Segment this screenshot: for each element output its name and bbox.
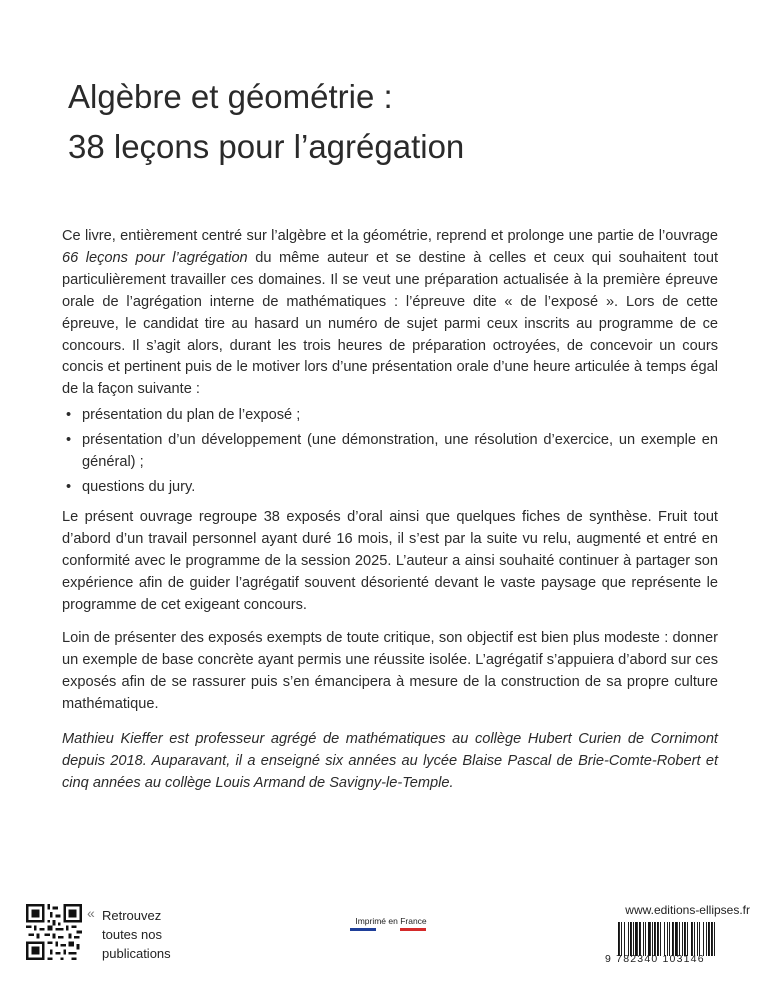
book-title — [68, 72, 748, 172]
list-item-text: questions du jury. — [82, 478, 196, 495]
qr-pointer-icon: « — [87, 905, 95, 921]
referenced-book-title: 66 leçons pour l’agrégation — [62, 249, 248, 266]
qr-caption-line: publications — [102, 946, 171, 961]
list-item-text: présentation d’un développement (une démonstration, une résolution d’exercice, un exemple en général) ; — [82, 432, 718, 471]
title-line-1: Algèbre et géométrie : — [68, 78, 393, 115]
flag-blue-bar — [350, 928, 376, 931]
list-item-text: présentation du plan de l’exposé ; — [82, 407, 301, 424]
paragraph-3: Loin de présenter des exposés exempts de toute critique, son objectif est bien plus modeste : donner un exemple de base concrète ayant permis une réussite isolée. L’agrégatif s’appuiera d’abord sur ces exposés afin de se rassurer puis s’en émancipera à mesure de la construction de sa propre culture mathématique. — [62, 630, 718, 713]
bullet-icon: • — [66, 478, 72, 495]
list-item — [62, 430, 718, 474]
publisher-website[interactable]: www.editions-ellipses.fr — [625, 903, 750, 917]
list-item — [62, 477, 718, 499]
intro-paragraph — [62, 226, 718, 401]
barcode-icon — [618, 922, 746, 956]
bullet-icon: • — [66, 407, 72, 424]
list-item — [62, 405, 718, 427]
title-line-2: 38 leçons pour l’agrégation — [68, 128, 465, 165]
qr-caption-line: Retrouvez — [102, 908, 162, 923]
qr-code-icon[interactable] — [26, 904, 82, 960]
qr-caption-line: toutes nos — [102, 927, 162, 942]
printed-in-france-label: Imprimé en France — [355, 916, 427, 926]
intro-text-start: Ce livre, entièrement centré sur l’algèbre et la géométrie, reprend et prolonge une partie de l’ouvrage — [62, 228, 718, 244]
intro-text-end: du même auteur et se destine à celles et ceux qui souhaitent tout particulièrement travailler ces domaines. Il se veut une préparation actualisée à la première épreuve orale de l’agrégation interne de mathématiques : l’épreuve dite « de l’exposé ». Lors de cette épreuve, le candidat tire au hasard un numéro de sujet parmi ceux inscrits au programme de ce concours. Il s’agit alors, durant les trois heures de préparation octroyées, de concevoir un cours concis et pertinent puis de le motiver lors d’une présentation orale d’une heure articulée à temps égal de la façon suivante : — [62, 249, 718, 398]
back-cover-text — [62, 226, 718, 795]
bullet-list — [62, 405, 718, 499]
qr-caption — [102, 906, 171, 963]
flag-red-bar — [400, 928, 426, 931]
isbn-number: 9 782340 103146 — [605, 953, 705, 965]
author-bio: Mathieu Kieffer est professeur agrégé de mathématiques au collège Hubert Curien de Cornimont depuis 2018. Auparavant, il a enseigné six années au lycée Blaise Pascal de Brie-Comte-Robert et cinq années au collège Louis Armand de Savigny-le-Temple. — [62, 731, 718, 791]
paragraph-2: Le présent ouvrage regroupe 38 exposés d’oral ainsi que quelques fiches de synthèse. Fruit tout d’abord d’un travail personnel ayant duré 16 mois, il s’est par la suite vu relu, augmenté et entré en conformité avec le programme de la session 2025. L’auteur a ainsi souhaité continuer à partager son expérience afin de guider l’agrégatif souvent désorienté devant le vaste paysage que représente le programme de cet exigeant concours. — [62, 508, 718, 613]
bullet-icon: • — [66, 432, 72, 449]
